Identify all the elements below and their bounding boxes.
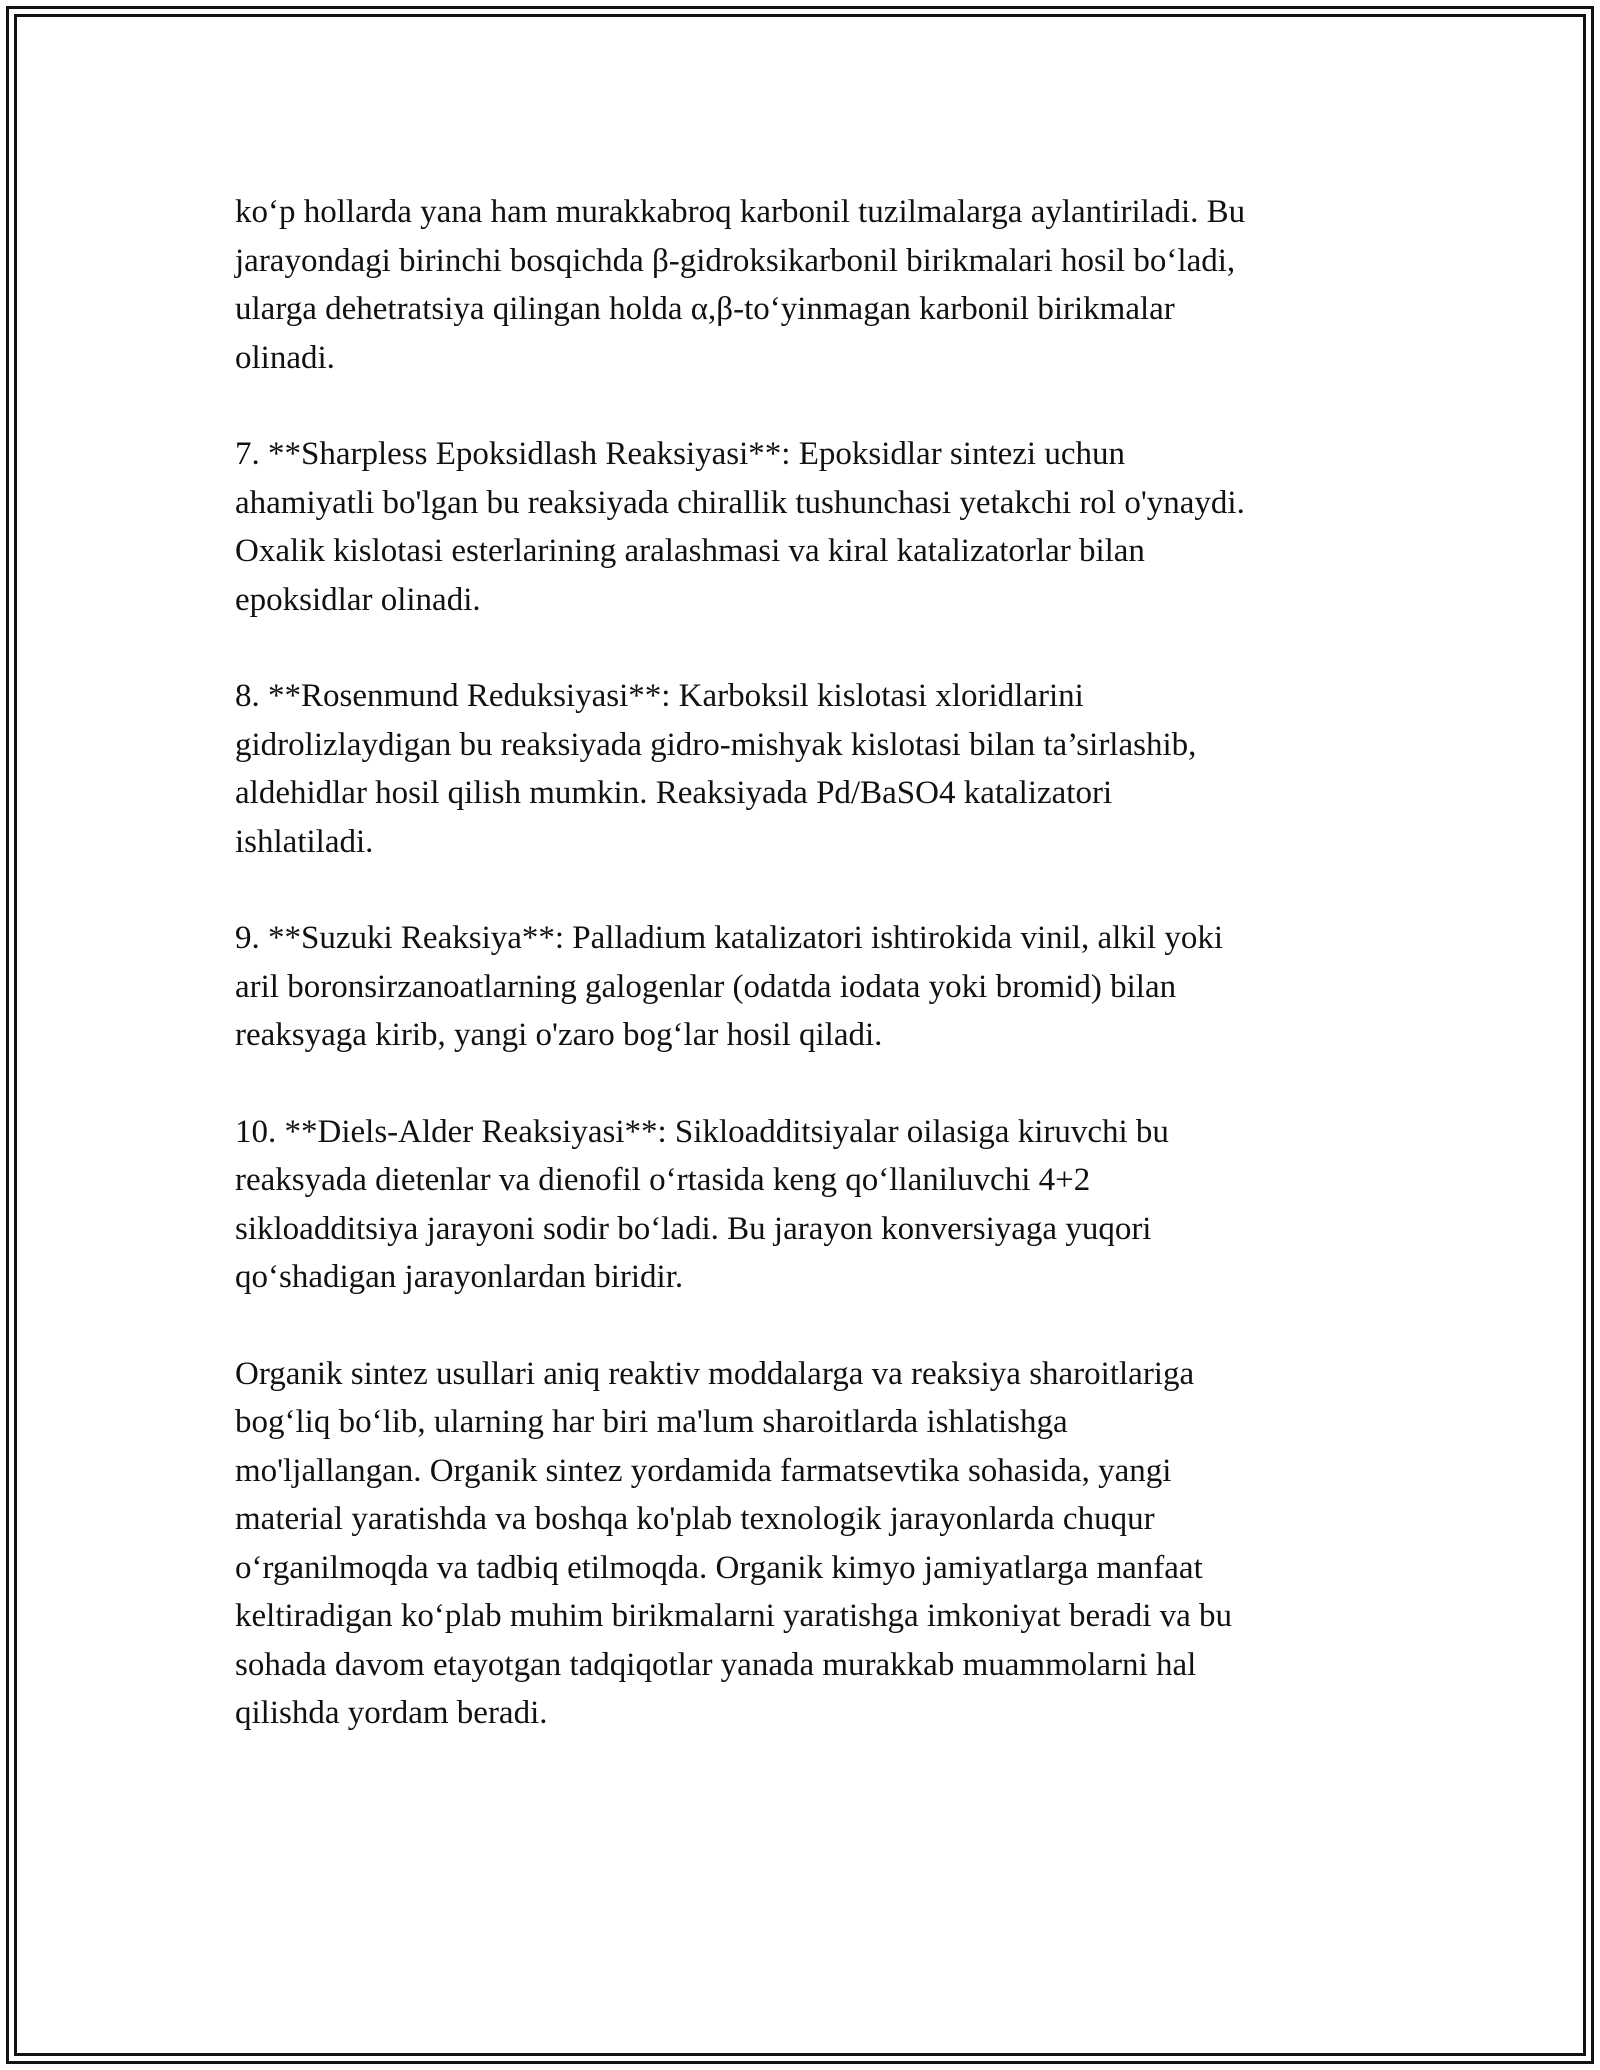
text-line: qo‘shadigan jarayonlardan biridir. [235,1259,684,1295]
text-line: ishlatiladi. [235,823,374,860]
text-line: ularga dehetratsiya qilingan holda α,β-to‘yinmagan karbonil birikmalar [235,291,1175,327]
document-body [235,188,1365,1786]
text-line: aldehidlar hosil qilish mumkin. Reaksiyada Pd/BaSO4 katalizatori [235,775,1113,811]
paragraph-item-10-diels-alder [235,1108,1365,1302]
paragraph-item-8-rosenmund [235,672,1365,866]
text-line: epoksidlar olinadi. [235,581,481,618]
text-line: bog‘liq bo‘lib, ularning har biri ma'lum sharoitlarda ishlatishga [235,1404,1068,1440]
text-line: 10. **Diels-Alder Reaksiyasi**: Sikloadditsiyalar oilasiga kiruvchi bu [235,1113,1169,1150]
text-line: sohada davom etayotgan tadqiqotlar yanada murakkab muammolarni hal [235,1646,1197,1683]
text-line: 9. **Suzuki Reaksiya**: Palladium katalizatori ishtirokida vinil, alkil yoki [235,920,1224,956]
paragraph-item-9-suzuki [235,914,1365,1060]
text-line: 8. **Rosenmund Reduksiyasi**: Karboksil kislotasi xloridlarini [235,678,1084,714]
text-line: Organik sintez usullari aniq reaktiv moddalarga va reaksiya sharoitlariga [235,1355,1195,1392]
text-line: olinadi. [235,339,335,376]
text-line: keltiradigan ko‘plab muhim birikmalarni yaratishga imkoniyat beradi va bu [235,1598,1233,1634]
text-line: gidrolizlaydigan bu reaksiyada gidro-mishyak kislotasi bilan ta’sirlashib, [235,726,1197,763]
paragraph-aldol-continuation [235,188,1365,382]
text-line: ko‘p hollarda yana ham murakkabroq karbonil tuzilmalarga aylantiriladi. Bu [235,194,1246,230]
text-line: ahamiyatli bo'lgan bu reaksiyada chirallik tushunchasi yetakchi rol o'ynaydi. [235,484,1245,521]
text-line: mo'ljallangan. Organik sintez yordamida farmatsevtika sohasida, yangi [235,1452,1172,1489]
text-line: material yaratishda va boshqa ko'plab texnologik jarayonlarda chuqur [235,1501,1155,1537]
text-line: 7. **Sharpless Epoksidlash Reaksiyasi**: Epoksidlar sintezi uchun [235,436,1125,472]
text-line: reaksyada dietenlar va dienofil o‘rtasida keng qo‘llaniluvchi 4+2 [235,1162,1091,1198]
text-line: reaksyaga kirib, yangi o'zaro bog‘lar hosil qiladi. [235,1017,883,1053]
paragraph-item-7-sharpless [235,430,1365,624]
text-line: qilishda yordam beradi. [235,1695,548,1731]
text-line: o‘rganilmoqda va tadbiq etilmoqda. Organik kimyo jamiyatlarga manfaat [235,1549,1203,1586]
text-line: jarayondagi birinchi bosqichda β-gidroksikarbonil birikmalari hosil bo‘ladi, [235,242,1236,279]
paragraph-conclusion [235,1350,1365,1738]
text-line: sikloadditsiya jarayoni sodir bo‘ladi. Bu jarayon konversiyaga yuqori [235,1210,1152,1247]
text-line: aril boronsirzanoatlarning galogenlar (odatda iodata yoki bromid) bilan [235,968,1177,1005]
text-line: Oxalik kislotasi esterlarining aralashmasi va kiral katalizatorlar bilan [235,533,1145,569]
